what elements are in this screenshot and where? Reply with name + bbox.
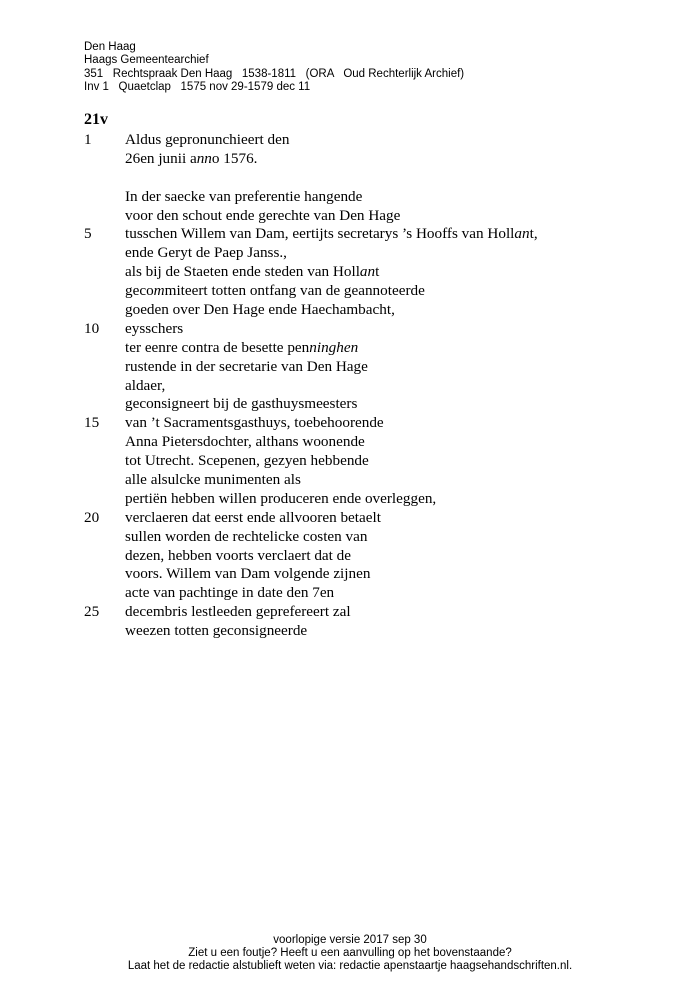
text-segment: geconsigneert bij de gasthuysmeesters xyxy=(125,395,358,413)
line-text xyxy=(125,414,384,433)
line-number: 20 xyxy=(84,508,100,526)
line-text xyxy=(125,358,368,377)
transcription-line xyxy=(84,377,684,396)
line-text xyxy=(125,377,165,396)
transcription-line xyxy=(84,471,684,490)
archive-header xyxy=(84,41,464,95)
expanded-abbreviation: an xyxy=(359,263,376,281)
line-text xyxy=(125,565,370,584)
line-text xyxy=(125,547,351,566)
transcription-line xyxy=(84,603,684,622)
text-segment: t xyxy=(375,263,380,281)
transcription-line xyxy=(84,490,684,509)
text-segment: Anna Pietersdochter, althans woonende xyxy=(125,433,365,451)
line-text xyxy=(125,282,425,301)
transcription-line xyxy=(84,358,684,377)
transcription-line xyxy=(84,339,684,358)
text-segment: In der saecke van preferentie hangende xyxy=(125,187,363,205)
text-segment: t, xyxy=(529,225,538,243)
line-text xyxy=(125,225,538,244)
transcription-line xyxy=(84,207,684,226)
footer xyxy=(0,934,700,974)
transcription-line xyxy=(84,301,684,320)
line-text xyxy=(125,131,289,150)
folio-number: 21v xyxy=(84,111,108,128)
text-segment: pertiën hebben willen produceren ende overleggen, xyxy=(125,489,437,507)
text-segment: weezen totten geconsigneerde xyxy=(125,622,308,640)
transcription-line xyxy=(84,320,684,339)
expanded-abbreviation: an xyxy=(514,225,530,243)
transcription-line xyxy=(84,528,684,547)
transcription-line xyxy=(84,282,684,301)
line-number: 10 xyxy=(84,319,100,337)
header-inventory: Inv 1 Quaetclap 1575 nov 29-1579 dec 11 xyxy=(84,81,311,94)
text-segment: acte van pachtinge in date den 7en xyxy=(125,584,335,602)
transcription-line xyxy=(84,622,684,641)
line-number: 5 xyxy=(84,225,92,243)
text-segment: Aldus gepronunchieert den xyxy=(125,131,290,148)
transcription-line xyxy=(84,414,684,433)
transcription-line xyxy=(84,188,684,207)
text-segment: van ’t Sacramentsgasthuys, toebehoorende xyxy=(125,414,384,432)
expanded-abbreviation: ninghen xyxy=(309,338,359,356)
expanded-abbreviation: nn xyxy=(196,149,212,167)
line-text xyxy=(125,320,183,339)
footer-contact: Laat het de redactie alstublieft weten via: redactie apenstaartje haagsehandschriften.nl. xyxy=(127,960,573,973)
transcription-line xyxy=(84,547,684,566)
transcription-line xyxy=(84,131,684,150)
transcription-line xyxy=(84,395,684,414)
transcription-line xyxy=(84,225,684,244)
text-segment: 26en junii a xyxy=(125,149,197,167)
text-segment: ende Geryt de Paep Janss., xyxy=(125,244,287,262)
line-text xyxy=(125,471,301,490)
line-text xyxy=(125,395,357,414)
line-text xyxy=(125,339,358,358)
expanded-abbreviation: m xyxy=(153,282,165,300)
line-text xyxy=(125,301,395,320)
text-segment: aldaer, xyxy=(125,376,166,394)
line-text xyxy=(125,433,365,452)
line-text xyxy=(125,509,381,528)
line-text xyxy=(125,603,351,622)
line-text xyxy=(125,188,362,207)
text-segment: dezen, hebben voorts verclaert dat de xyxy=(125,546,352,564)
text-segment: eysschers xyxy=(125,319,184,337)
header-collection: 351 Rechtspraak Den Haag 1538-1811 (ORA Oud Rechterlijk Archief) xyxy=(84,67,465,80)
line-text xyxy=(125,207,400,226)
transcription-line xyxy=(84,452,684,471)
transcription-line xyxy=(84,263,684,282)
footer-version: voorlopige versie 2017 sep 30 xyxy=(273,934,427,946)
text-segment: sullen worden de rechtelicke costen van xyxy=(125,527,368,545)
line-number: 15 xyxy=(84,414,100,432)
line-text xyxy=(125,244,287,263)
transcription-line xyxy=(84,584,684,603)
text-segment: o 1576. xyxy=(211,149,258,167)
line-text xyxy=(125,622,307,641)
text-segment: voors. Willem van Dam volgende zijnen xyxy=(125,565,371,583)
line-number: 1 xyxy=(84,131,92,148)
text-segment: tot Utrecht. Scepenen, gezyen hebbende xyxy=(125,452,369,470)
transcription-line xyxy=(84,433,684,452)
text-segment: als bij de Staeten ende steden van Holl xyxy=(125,263,360,281)
header-city: Den Haag xyxy=(84,41,136,53)
text-segment: decembris lestleeden geprefereert zal xyxy=(125,603,351,621)
text-segment: geco xyxy=(125,282,154,300)
transcription-body xyxy=(84,131,684,641)
text-segment: goeden over Den Hage ende Haechambacht, xyxy=(125,301,395,319)
line-text xyxy=(125,150,257,169)
transcription-line xyxy=(84,509,684,528)
text-segment: verclaeren dat eerst ende allvooren betaelt xyxy=(125,508,381,526)
transcription-line xyxy=(84,244,684,263)
line-number: 25 xyxy=(84,603,100,621)
transcription-line xyxy=(84,169,684,188)
footer-question: Ziet u een foutje? Heeft u een aanvulling op het bovenstaande? xyxy=(188,947,512,960)
text-segment: rustende in der secretarie van Den Hage xyxy=(125,357,368,375)
text-segment: voor den schout ende gerechte van Den Hage xyxy=(125,206,401,224)
line-text xyxy=(125,490,436,509)
line-text xyxy=(125,584,334,603)
header-archive: Haags Gemeentearchief xyxy=(84,54,209,67)
text-segment: ter eenre contra de besette pen xyxy=(125,338,310,356)
text-segment: alle alsulcke munimenten als xyxy=(125,471,301,489)
text-segment: miteert totten ontfang van de geannoteerde xyxy=(164,282,425,300)
text-segment: tusschen Willem van Dam, eertijts secretarys ’s Hooffs van Holl xyxy=(125,225,515,243)
line-text xyxy=(125,528,367,547)
line-text xyxy=(125,452,369,471)
line-text xyxy=(125,263,379,282)
transcription-line xyxy=(84,150,684,169)
transcription-line xyxy=(84,565,684,584)
